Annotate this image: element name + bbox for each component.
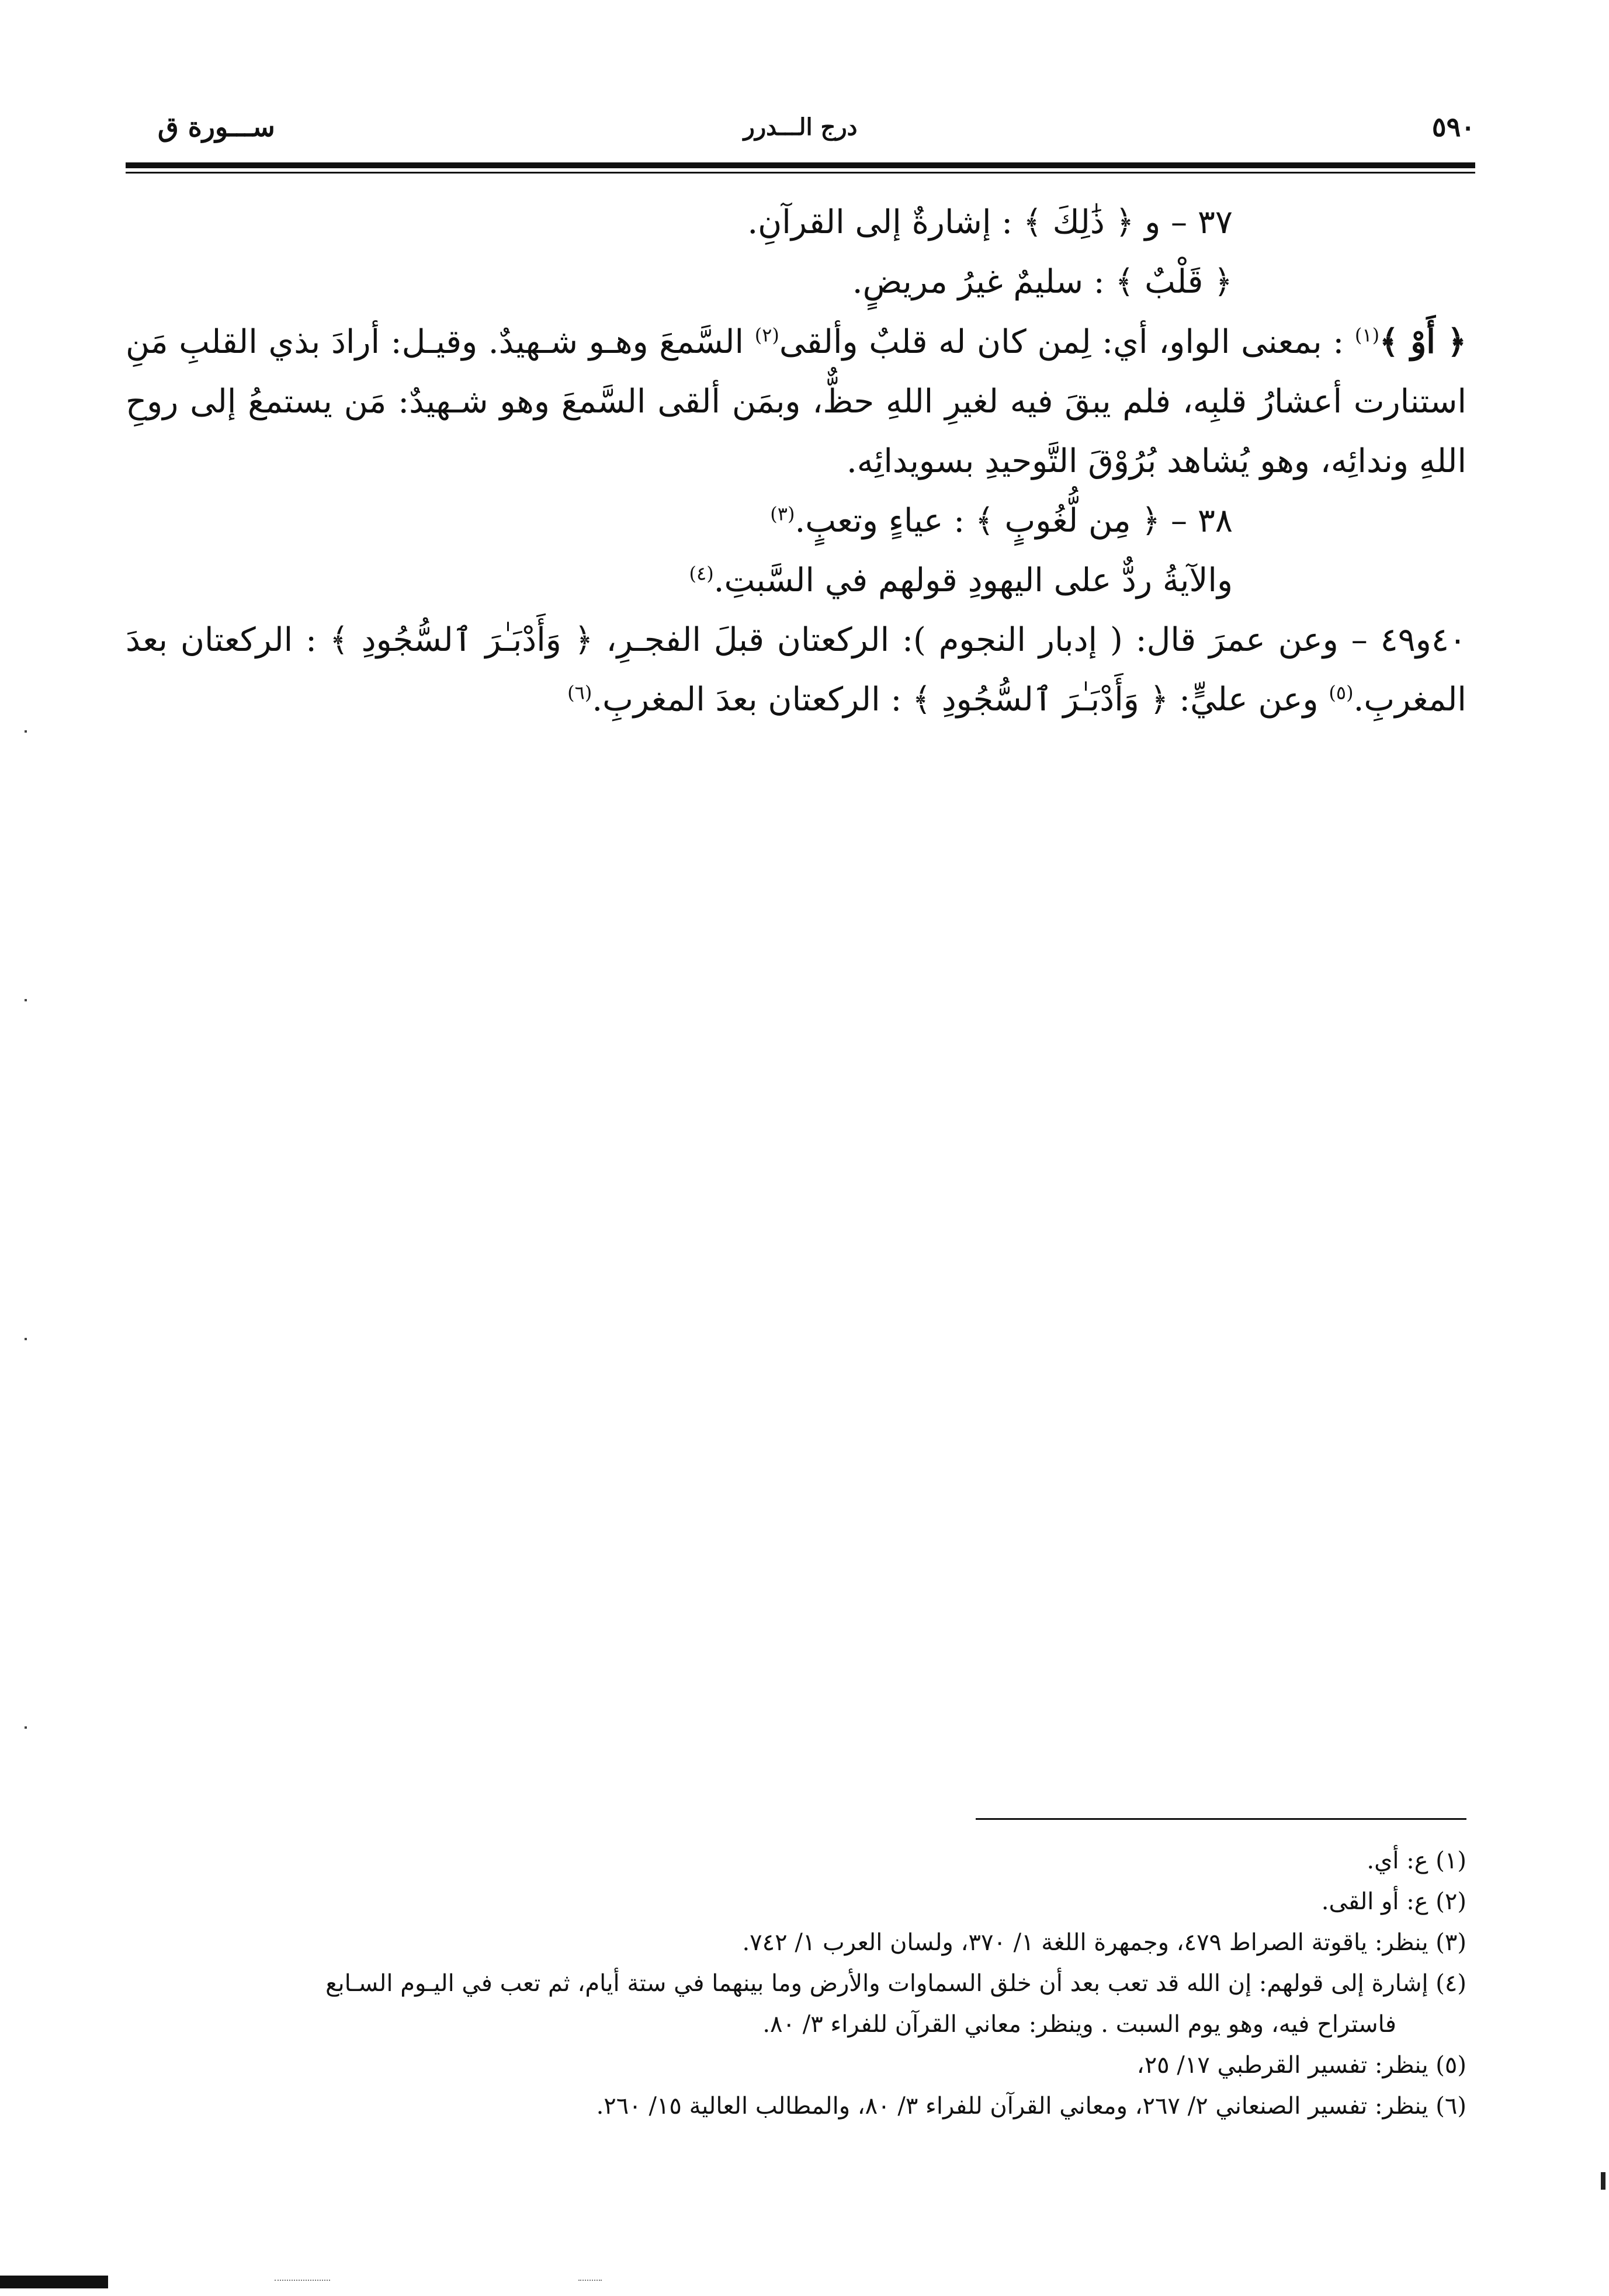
- footnote-ref-2: (٢): [754, 324, 779, 346]
- main-text: [126, 193, 1466, 730]
- page-number: ٥٩٠: [1431, 111, 1475, 143]
- footnote-ref-6: (٦): [567, 681, 592, 704]
- paragraph-text-b: السَّمعَ وهـو شـهيدٌ. وقيـل: أرادَ بذي القلبِ مَنِ استنارت أعشارُ قلبِه، فلم يبقَ فيه لغيرِ اللهِ حظٌّ، وبمَن ألقى السَّمعَ وهو شـهيدٌ: مَن يستمعُ إلى روحِ اللهِ وندائِه، وهو يُشاهد بُرُوْقَ التَّوحيدِ بسويدائِه.: [126, 323, 1466, 480]
- book-title: درج الـــدرر: [743, 113, 858, 141]
- text-line-37: ٣٧ – و ﴿ ذَٰلِكَ ﴾ : إشارةٌ إلى القرآنِ.: [747, 203, 1233, 241]
- scan-edge-mark: [25, 1338, 27, 1340]
- scan-edge-mark: [25, 730, 27, 733]
- footnote-1: (١) ع: أي.: [1367, 1847, 1466, 1874]
- text-line-qalb: ﴿ قَلْبٌ ﴾ : سليمٌ غيرُ مريضٍ.: [852, 263, 1233, 301]
- scan-edge-mark: [25, 999, 27, 1001]
- paragraph-text-a: : بمعنى الواو، أي: لِمن كان له قلبٌ وألقى: [779, 323, 1355, 361]
- header-rule-thin: [126, 172, 1475, 174]
- footnote-ref-3: (٣): [770, 502, 795, 525]
- footnote-ref-4: (٤): [689, 562, 714, 585]
- page-header: [126, 111, 1475, 152]
- footnote-4: (٤) إشارة إلى قولهم: إن الله قد تعب بعد أن خلق السماوات والأرض وما بينهما في ستة أيام، ثم تعب في اليـوم السـابع: [325, 1970, 1466, 1997]
- footnote-separator: [976, 1818, 1466, 1820]
- line-38-text: ٣٨ – ﴿ مِن لُّغُوبٍ ﴾ : عياءٍ وتعبٍ.: [795, 502, 1233, 540]
- text-paragraph-aw: [126, 312, 1466, 491]
- text-paragraph-40-49: [126, 611, 1466, 730]
- footnote-5: (٥) ينظر: تفسير القرطبي ١٧/ ٢٥،: [1136, 2052, 1466, 2079]
- text-line-38: [126, 491, 1466, 551]
- footnote-ref-5: (٥): [1329, 681, 1354, 704]
- footnote-3: (٣) ينظر: ياقوتة الصراط ٤٧٩، وجمهرة اللغة ١/ ٣٧٠، ولسان العرب ١/ ٧٤٢.: [742, 1929, 1466, 1956]
- scan-edge-mark: [25, 1726, 27, 1729]
- quran-word-aw: ﴿ أَوْ ﴾: [1379, 322, 1467, 361]
- text-line-sabt: [126, 551, 1466, 611]
- footnote-2: (٢) ع: أو القى.: [1321, 1888, 1466, 1915]
- surah-name: ســـورة ق: [158, 111, 275, 143]
- scan-edge-mark-right: [1601, 2172, 1605, 2190]
- line-sabt-text: والآيةُ ردٌّ على اليهودِ قولهم في السَّبتِ.: [713, 561, 1233, 599]
- footnote-4-continuation: فاستراح فيه، وهو يوم السبت . وينظر: معاني القرآن للفراء ٣/ ٨٠.: [762, 2011, 1396, 2038]
- paragraph-40-text-a: ٤٠و٤٩ – وعن عمرَ قال: ( إدبار النجوم ): الركعتان قبلَ الفجـرِ، ﴿ وَأَدْبَـٰرَ ٱلسُّجُودِ ﴾ : الركعتان بعدَ المغربِ.: [126, 621, 1466, 719]
- footnotes-section: [126, 1840, 1466, 2127]
- paragraph-40-text-b: وعن عليٍّ: ﴿ وَأَدْبَـٰرَ ٱلسُّجُودِ ﴾ : الركعتان بعدَ المغربِ.: [592, 681, 1329, 719]
- footnote-ref-1: (١): [1354, 324, 1380, 346]
- footnote-6: (٦) ينظر: تفسير الصنعاني ٢/ ٢٦٧، ومعاني القرآن للفراء ٣/ ٨٠، والمطالب العالية ١٥/ ٢٦٠.: [596, 2093, 1466, 2120]
- scan-bottom-dots: [275, 2280, 330, 2282]
- scan-bottom-bar: [0, 2276, 108, 2288]
- header-rule-thick: [126, 162, 1475, 168]
- scan-bottom-dots: [578, 2280, 602, 2282]
